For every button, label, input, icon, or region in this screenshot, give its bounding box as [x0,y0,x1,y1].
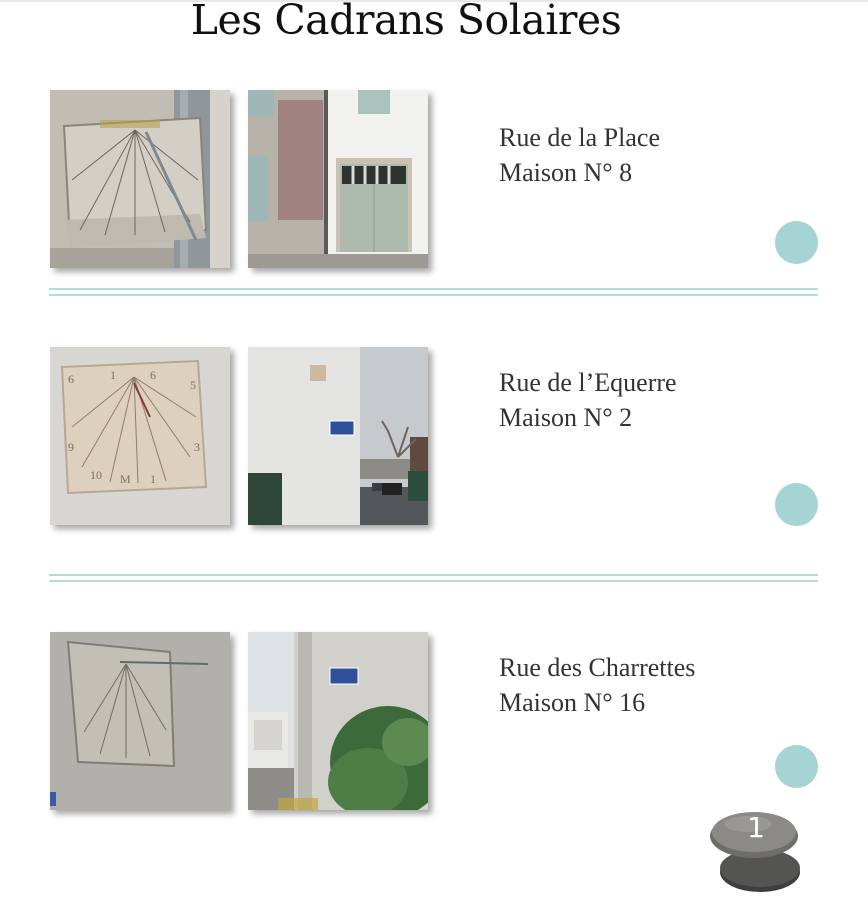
page-title: Les Cadrans Solaires [190,0,622,44]
svg-text:5: 5 [190,378,196,392]
divider [49,574,818,582]
house-number: Maison N° 8 [499,158,633,187]
bullet-dot [775,483,818,526]
sundial-photo [50,90,230,268]
house-number: Maison N° 2 [499,403,633,432]
svg-text:M: M [120,472,131,486]
svg-text:6: 6 [150,368,156,382]
svg-text:6: 6 [68,372,74,386]
svg-text:1: 1 [110,368,116,382]
house-number: Maison N° 16 [499,688,646,717]
svg-text:3: 3 [194,440,200,454]
bullet-dot [775,221,818,264]
house-photo [248,90,428,268]
street-photo [248,632,428,810]
bullet-dot [775,745,818,788]
divider [49,288,818,296]
street-name: Rue des Charrettes [499,653,696,682]
street-name: Rue de la Place [499,123,660,152]
street-name: Rue de l’Equerre [499,368,677,397]
svg-text:1: 1 [150,472,156,486]
street-photo [248,347,428,525]
sundial-photo [50,347,230,525]
svg-text:9: 9 [68,440,74,454]
sundial-photo [50,632,230,810]
page-number: 1 [747,811,765,844]
svg-text:10: 10 [90,468,102,482]
